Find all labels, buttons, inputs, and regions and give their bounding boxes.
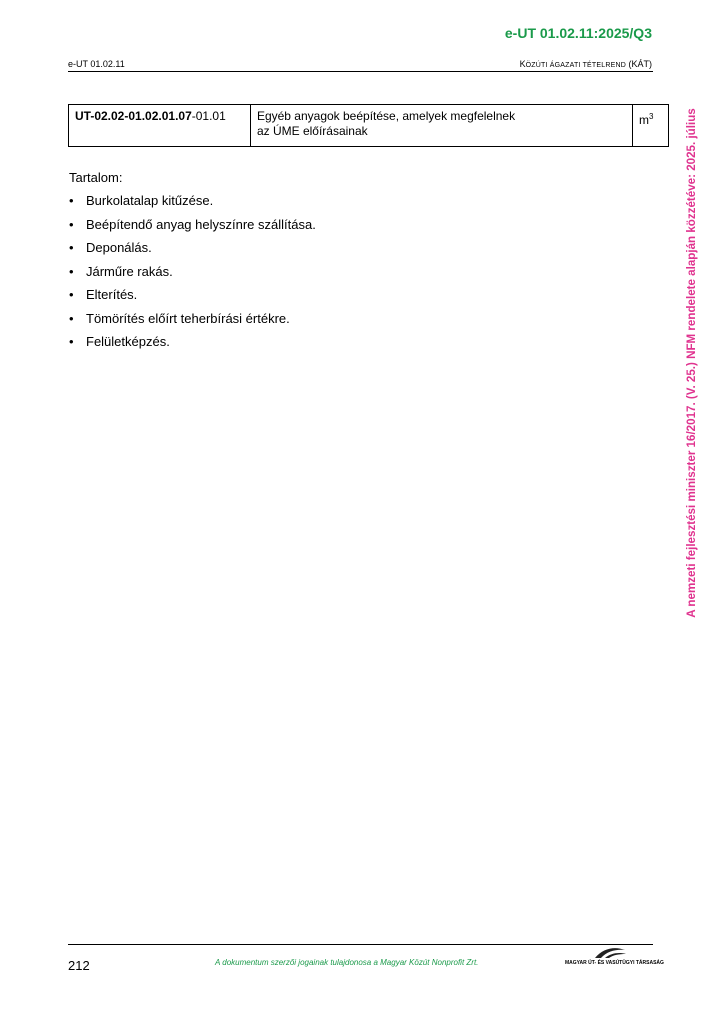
bullet-icon: •: [69, 193, 74, 208]
list-item-text: Beépítendő anyag helyszínre szállítása.: [86, 216, 316, 232]
copyright-notice: A dokumentum szerzői jogainak tulajdonosa a Magyar Közút Nonprofit Zrt.: [215, 958, 479, 967]
logo-text: MAGYAR ÚT- ÉS VASÚTÜGYI TÁRSASÁG: [565, 960, 664, 966]
item-unit-cell: [633, 105, 669, 147]
header-right-smallcaps: ÖZÚTI ÁGAZATI TÉTELREND: [525, 62, 626, 69]
list-item: [69, 286, 316, 310]
list-item-text: Deponálás.: [86, 240, 152, 255]
list-item: [69, 239, 316, 263]
item-unit-exponent: 3: [649, 112, 654, 121]
list-item: [69, 216, 316, 240]
list-item: [69, 192, 316, 216]
item-code-suffix: -01.01: [191, 109, 226, 123]
item-description-cell: [250, 105, 632, 147]
list-item: [69, 263, 316, 287]
bullet-icon: •: [69, 287, 74, 302]
item-description-line1: Egyéb anyagok beépítése, amelyek megfelelnek: [256, 109, 516, 123]
list-item-text: Felületképzés.: [86, 334, 170, 349]
header-right-initial: K: [519, 59, 526, 69]
footer-rule: [68, 944, 653, 945]
bullet-icon: •: [69, 334, 74, 349]
list-item: [69, 310, 316, 334]
list-item: [69, 333, 316, 357]
item-row: [69, 105, 669, 147]
society-logo: [565, 946, 664, 970]
bullet-icon: •: [69, 240, 74, 255]
item-description-line2: az ÚME előírásainak: [256, 124, 368, 138]
content-list: [69, 192, 316, 357]
bullet-icon: •: [69, 216, 74, 232]
item-code-cell: [69, 105, 251, 147]
list-item-text: Burkolatalap kitűzése.: [86, 193, 214, 208]
item-code-bold: UT-02.02-01.02.01.07: [75, 109, 192, 123]
header-right-abbrev: (KÁT): [626, 59, 652, 69]
page-number: 212: [68, 958, 90, 973]
header-right-title: [520, 59, 652, 69]
list-item-text: Tömörítés előírt teherbírási értékre.: [86, 310, 290, 326]
item-unit: m: [639, 113, 650, 127]
header-rule: [68, 71, 653, 72]
item-table: [68, 104, 669, 147]
list-item-text: Elterítés.: [86, 287, 138, 302]
bullet-icon: •: [69, 310, 74, 326]
road-swoosh-icon: [593, 946, 627, 960]
side-publication-note-text: A nemzeti fejlesztési miniszter 16/2017. (V. 25.) NFM rendelete alapján közzétéve: 2025. július: [685, 108, 698, 618]
header-left-code: e-UT 01.02.11: [68, 59, 125, 69]
bullet-icon: •: [69, 263, 74, 279]
list-item-text: Járműre rakás.: [86, 263, 173, 279]
document-code: e-UT 01.02.11:2025/Q3: [504, 25, 652, 41]
content-title: Tartalom:: [69, 170, 123, 185]
